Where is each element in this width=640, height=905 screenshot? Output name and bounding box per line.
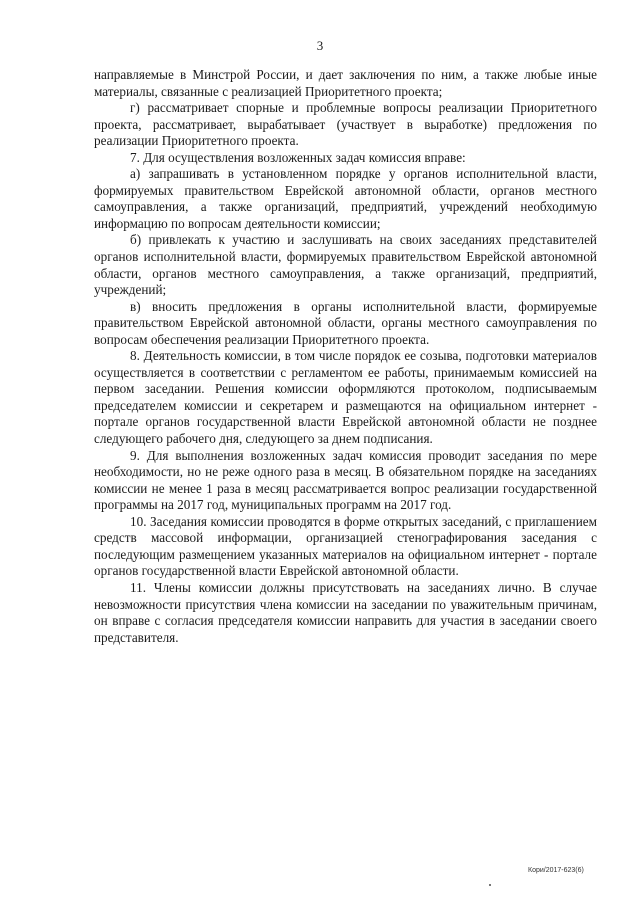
paragraph-item-a: а) запрашивать в установленном порядке у органов исполнительной власти, формируемых правительством Еврейской автономной области, органов местного самоуправления, а также организаций, предприятий, учреждений необходимую информацию по вопросам деятельности комиссии; — [94, 166, 597, 231]
paragraph-7: 7. Для осуществления возложенных задач комиссия вправе: — [130, 149, 466, 165]
paragraph-item-v: в) вносить предложения в органы исполнительной власти, формируемые правительством Еврейской автономной области, органы местного самоуправления по вопросам обеспечения реализации Приоритетного проекта. — [94, 298, 597, 347]
paragraph-continuation: направляемые в Минстрой России, и дает заключения по ним, а также любые иные материалы, связанные с реализацией Приоритетного проекта; — [94, 67, 597, 99]
page-number: 3 — [316, 38, 324, 53]
paragraph-10: 10. Заседания комиссии проводятся в форме открытых заседаний, с приглашением средств массовой информации, организацией стенографирования заседания с последующим размещением указанных материалов на официальном интернет - портале органов государственной власти Еврейской автономной области. — [94, 513, 597, 579]
paragraph-9: 9. Для выполнения возложенных задач комиссия проводит заседания по мере необходимости, но не реже одного раза в месяц. В обязательном порядке на заседаниях комиссии не менее 1 раза в месяц рассматривается вопрос реализации государственной программы на 2017 год, муниципальных программ на 2017 год. — [94, 447, 597, 513]
paragraph-8: 8. Деятельность комиссии, в том числе порядок ее созыва, подготовки материалов осуществляется в соответствии с регламентом ее работы, принимаемым комиссией на первом заседании. Решения комиссии оформляются протоколом, подписываемым председателем комиссии и секретарем и размещаются на официальном интернет - портале органов государственной власти Еврейской автономной области не позднее следующего рабочего дня, следующего за днем подписания. — [94, 348, 597, 447]
scan-dot — [489, 884, 491, 886]
paragraph-item-g: г) рассматривает спорные и проблемные вопросы реализации Приоритетного проекта, рассматривает, вырабатывает (участвует в выработке) предложения по реализации Приоритетного проекта. — [94, 100, 597, 149]
paragraph-11: 11. Члены комиссии должны присутствовать на заседаниях лично. В случае невозможности присутствия члена комиссии на заседании по уважительным причинам, он вправе с согласия председателя комиссии направить для участия в заседании своего представителя. — [94, 579, 597, 645]
document-body — [94, 67, 597, 646]
footer-code: Кори/2017-623(6) — [528, 867, 584, 874]
paragraph-item-b: б) привлекать к участию и заслушивать на своих заседаниях представителей органов исполнительной власти, формируемых правительством Еврейской автономной области, органов местного самоуправления, а также организаций, предприятий, учреждений; — [94, 232, 597, 298]
